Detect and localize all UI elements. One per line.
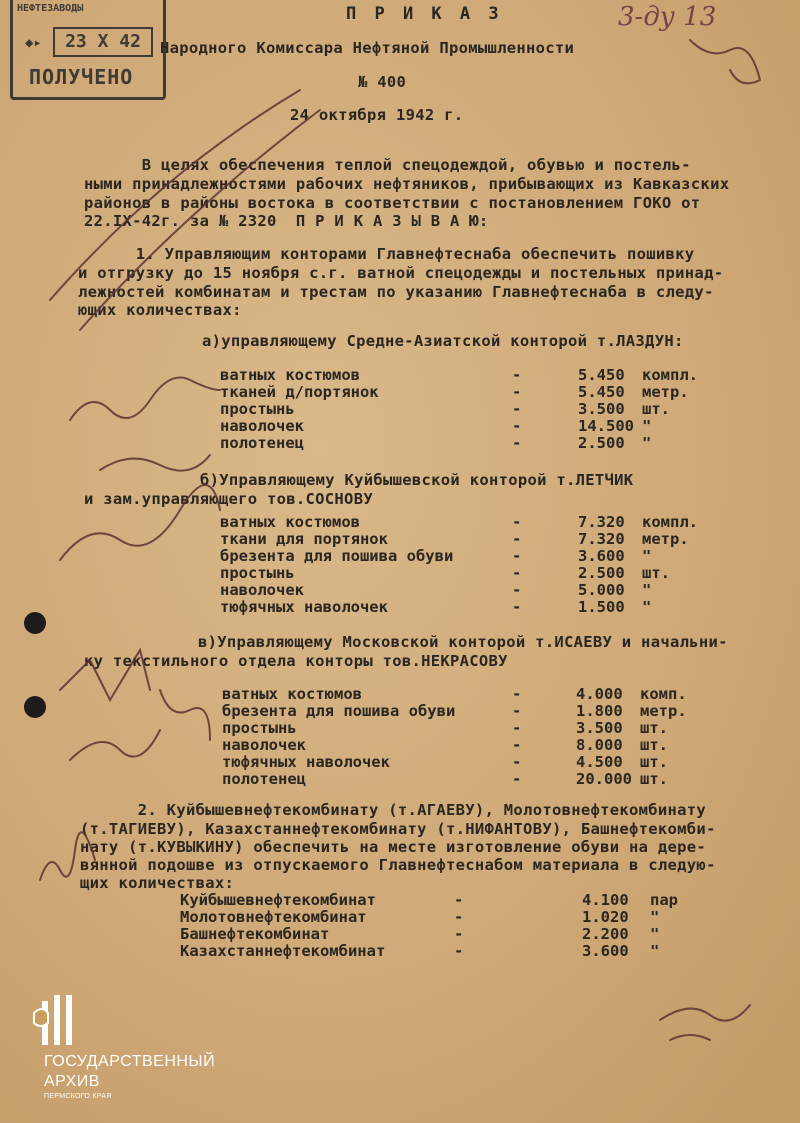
item-unit: компл. bbox=[642, 513, 698, 531]
item-dash: - bbox=[512, 400, 522, 418]
section-v-heading: в)Управляющему Московской конторой т.ИСАЕВУ и начальни- bbox=[198, 633, 728, 651]
item-quantity: 2.500 bbox=[578, 564, 625, 582]
corner-note: 3-ду 13 bbox=[618, 2, 717, 32]
item-quantity: 14.500 bbox=[578, 417, 634, 435]
doc-subtitle: Народного Комиссара Нефтяной Промышленности bbox=[160, 39, 575, 57]
item-dash: - bbox=[512, 547, 522, 565]
item-quantity: 7.320 bbox=[578, 530, 625, 548]
item-dash: - bbox=[512, 513, 522, 531]
item-unit: шт. bbox=[640, 719, 668, 737]
item-quantity: 2.500 bbox=[578, 434, 625, 452]
item-quantity: 3.500 bbox=[576, 719, 623, 737]
point1-line: и отгрузку до 15 ноября с.г. ватной спецодежды и постельных принад- bbox=[78, 264, 724, 282]
item-name: ватных костюмов bbox=[220, 513, 360, 531]
item-unit: метр. bbox=[642, 530, 689, 548]
item-name: простынь bbox=[222, 719, 297, 737]
item-name: брезента для пошива обуви bbox=[220, 547, 454, 565]
item-unit: " bbox=[642, 417, 652, 435]
archive-name-line2: АРХИВ bbox=[44, 1073, 100, 1090]
item-unit: шт. bbox=[642, 400, 670, 418]
point1-line: лежностей комбинатам и трестам по указанию Главнефтеснаба в следу- bbox=[78, 283, 714, 301]
intro-line: районов в районы востока в соответствии с постановлением ГОКО от bbox=[84, 194, 701, 212]
item-name: полотенец bbox=[222, 770, 306, 788]
item-dash: - bbox=[512, 417, 522, 435]
item-name: полотенец bbox=[220, 434, 304, 452]
item-name: ватных костюмов bbox=[222, 685, 362, 703]
item-unit: " bbox=[642, 581, 652, 599]
point2-line: (т.ТАГИЕВУ), Казахстаннефтекомбинату (т.НИФАНТОВУ), Башнефтекомби- bbox=[80, 820, 716, 838]
item-dash: - bbox=[512, 598, 522, 616]
handwritten-scribble bbox=[160, 690, 210, 740]
section-b-heading: и зам.управляющего тов.СОСНОВУ bbox=[84, 490, 373, 508]
item-dash: - bbox=[512, 564, 522, 582]
point2-line: вянной подошве из отпускаемого Главнефтеснабом материала в следую- bbox=[80, 856, 716, 874]
item-dash: - bbox=[454, 925, 464, 943]
item-unit: метр. bbox=[642, 383, 689, 401]
diagonal-resolution-stroke bbox=[50, 90, 320, 330]
archive-logo-icon bbox=[32, 995, 82, 1047]
point2-line: нату (т.КУВЫКИНУ) обеспечить на месте изготовление обуви на дере- bbox=[80, 838, 707, 856]
point2-line: 2. Куйбышевнефтекомбинату (т.АГАЕВУ), Молотовнефтекомбинату bbox=[80, 801, 707, 819]
item-dash: - bbox=[512, 366, 522, 384]
item-name: наволочек bbox=[220, 417, 304, 435]
item-dash: - bbox=[512, 685, 522, 703]
item-unit: комп. bbox=[640, 685, 687, 703]
archive-name-line1: ГОСУДАРСТВЕННЫЙ bbox=[44, 1053, 216, 1070]
item-name: тюфячных наволочек bbox=[222, 753, 390, 771]
item-quantity: 5.450 bbox=[578, 366, 625, 384]
item-quantity: 3.600 bbox=[578, 547, 625, 565]
item-unit: " bbox=[650, 942, 660, 960]
item-name: тюфячных наволочек bbox=[220, 598, 388, 616]
corner-signature bbox=[690, 40, 760, 83]
item-unit: " bbox=[642, 598, 652, 616]
item-name: наволочек bbox=[220, 581, 304, 599]
item-dash: - bbox=[454, 908, 464, 926]
item-unit: " bbox=[650, 925, 660, 943]
item-dash: - bbox=[512, 383, 522, 401]
section-a-heading: а)управляющему Средне-Азиатской конторой т.ЛАЗДУН: bbox=[202, 332, 684, 350]
point1-line: ющих количествах: bbox=[78, 301, 242, 319]
item-quantity: 4.500 bbox=[576, 753, 623, 771]
item-unit: " bbox=[642, 434, 652, 452]
item-name: Куйбышевнефтекомбинат bbox=[180, 891, 376, 909]
item-dash: - bbox=[454, 891, 464, 909]
stamp-ornament: ◆▸ bbox=[25, 35, 42, 51]
item-name: ватных костюмов bbox=[220, 366, 360, 384]
item-name: брезента для пошива обуви bbox=[222, 702, 456, 720]
item-dash: - bbox=[512, 581, 522, 599]
item-unit: шт. bbox=[640, 753, 668, 771]
handwritten-signature bbox=[660, 1005, 750, 1040]
item-name: Казахстаннефтекомбинат bbox=[180, 942, 386, 960]
item-dash: - bbox=[512, 702, 522, 720]
item-name: простынь bbox=[220, 400, 295, 418]
item-dash: - bbox=[454, 942, 464, 960]
stamp-org-text: НЕФТЕЗАВОДЫ bbox=[17, 3, 84, 14]
handwritten-scribble bbox=[40, 832, 95, 880]
item-quantity: 4.100 bbox=[582, 891, 629, 909]
item-dash: - bbox=[512, 736, 522, 754]
item-name: тканей д/портянок bbox=[220, 383, 379, 401]
item-dash: - bbox=[512, 530, 522, 548]
section-v-heading: ку текстильного отдела конторы тов.НЕКРАСОВУ bbox=[84, 652, 508, 670]
item-name: наволочек bbox=[222, 736, 306, 754]
item-unit: " bbox=[642, 547, 652, 565]
item-unit: пар bbox=[650, 891, 678, 909]
punch-hole bbox=[24, 612, 46, 634]
handwritten-scribble bbox=[70, 378, 220, 421]
intro-line: 22.IX-42г. за № 2320 П Р И К А З Ы В А Ю: bbox=[84, 212, 489, 230]
item-dash: - bbox=[512, 753, 522, 771]
item-dash: - bbox=[512, 770, 522, 788]
punch-hole bbox=[24, 696, 46, 718]
item-unit: " bbox=[650, 908, 660, 926]
item-quantity: 1.020 bbox=[582, 908, 629, 926]
item-unit: шт. bbox=[640, 770, 668, 788]
item-quantity: 8.000 bbox=[576, 736, 623, 754]
item-quantity: 1.800 bbox=[576, 702, 623, 720]
stamp-received-label: ПОЛУЧЕНО bbox=[29, 65, 134, 89]
item-quantity: 20.000 bbox=[576, 770, 632, 788]
item-quantity: 3.500 bbox=[578, 400, 625, 418]
doc-number: № 400 bbox=[358, 73, 407, 91]
handwritten-scribble bbox=[60, 650, 160, 760]
item-quantity: 7.320 bbox=[578, 513, 625, 531]
item-unit: компл. bbox=[642, 366, 698, 384]
item-quantity: 5.450 bbox=[578, 383, 625, 401]
item-dash: - bbox=[512, 434, 522, 452]
item-quantity: 3.600 bbox=[582, 942, 629, 960]
item-name: ткани для портянок bbox=[220, 530, 388, 548]
point1-line: 1. Управляющим конторами Главнефтеснаба обеспечить пошивку bbox=[78, 245, 695, 263]
doc-title: П Р И К А З bbox=[346, 4, 503, 24]
handwritten-scribble bbox=[100, 455, 210, 471]
item-name: Молотовнефтекомбинат bbox=[180, 908, 367, 926]
item-unit: шт. bbox=[642, 564, 670, 582]
intro-line: ными принадлежностями рабочих нефтяников, прибывающих из Кавказских bbox=[84, 175, 730, 193]
item-unit: шт. bbox=[640, 736, 668, 754]
item-quantity: 5.000 bbox=[578, 581, 625, 599]
archive-name-line3: ПЕРМСКОГО КРАЯ bbox=[44, 1093, 112, 1100]
item-unit: метр. bbox=[640, 702, 687, 720]
stamp-date: 23 X 42 bbox=[53, 27, 153, 57]
item-name: Башнефтекомбинат bbox=[180, 925, 330, 943]
point2-line: щих количествах: bbox=[80, 874, 235, 892]
item-dash: - bbox=[512, 719, 522, 737]
intro-line: В целях обеспечения теплой спецодеждой, обувью и постель- bbox=[84, 156, 691, 174]
item-quantity: 4.000 bbox=[576, 685, 623, 703]
item-name: простынь bbox=[220, 564, 295, 582]
handwritten-scribble bbox=[60, 485, 220, 560]
item-quantity: 1.500 bbox=[578, 598, 625, 616]
doc-date: 24 октября 1942 г. bbox=[290, 106, 464, 124]
section-b-heading: б)Управляющему Куйбышевской конторой т.ЛЕТЧИК bbox=[200, 471, 634, 489]
item-quantity: 2.200 bbox=[582, 925, 629, 943]
